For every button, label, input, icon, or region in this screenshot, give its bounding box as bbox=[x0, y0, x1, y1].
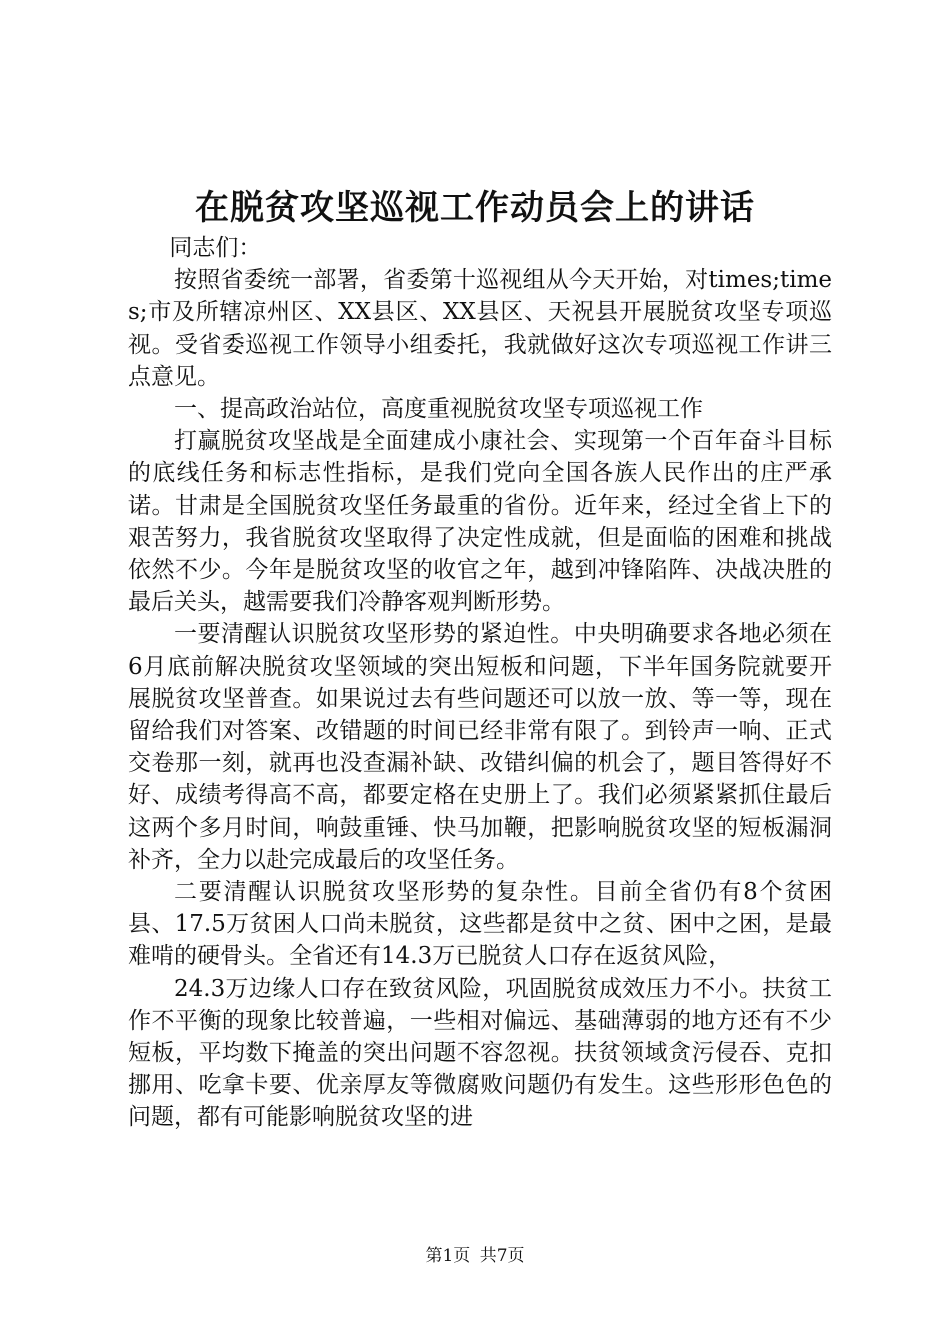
section-heading-1: 一、提高政治站位，高度重视脱贫攻坚专项巡视工作 bbox=[174, 396, 703, 423]
body-paragraph: 24.3万边缘人口存在致贫风险，巩固脱贫成效压力不小。扶贫工作不平衡的现象比较普遍，一些相对偏远、基础薄弱的地方还有不少短板，平均数下掩盖的突出问题不容忽视。扶贫领域贪污侵吞、克扣挪用、吃拿卡要、优亲厚友等微腐败问题仍有发生。这些形形色色的问题，都有可能影响脱贫攻坚的进 bbox=[128, 975, 832, 1131]
body-paragraph: 打赢脱贫攻坚战是全面建成小康社会、实现第一个百年奋斗目标的底线任务和标志性指标，是我们党向全国各族人民作出的庄严承诺。甘肃是全国脱贫攻坚任务最重的省份。近年来，经过全省上下的艰苦努力，我省脱贫攻坚取得了决定性成就，但是面临的困难和挑战依然不少。今年是脱贫攻坚的收官之年，越到冲锋陷阵、决战决胜的最后关头，越需要我们冷静客观判断形势。 bbox=[128, 428, 832, 616]
document-title: 在脱贫攻坚巡视工作动员会上的讲话 bbox=[195, 188, 755, 228]
body-paragraph: 二要清醒认识脱贫攻坚形势的复杂性。目前全省仍有8个贫困县、17.5万贫困人口尚未脱贫，这些都是贫中之贫、困中之困，是最难啃的硬骨头。全省还有14.3万已脱贫人口存在返贫风险， bbox=[128, 879, 832, 970]
page-number: 第1页 bbox=[425, 1246, 471, 1266]
intro-paragraph: 按照省委统一部署，省委第十巡视组从今天开始，对times;times;市及所辖凉州区、XX县区、XX县区、天祝县开展脱贫攻坚专项巡视。受省委巡视工作领导小组委托，我就做好这次专项巡视工作讲三点意见。 bbox=[128, 267, 832, 390]
page-footer bbox=[0, 1244, 950, 1268]
page-total: 共7页 bbox=[479, 1246, 525, 1266]
salutation-paragraph: 同志们： bbox=[169, 235, 262, 261]
document-body bbox=[128, 232, 832, 1134]
body-paragraph: 一要清醒认识脱贫攻坚形势的紧迫性。中央明确要求各地必须在6月底前解决脱贫攻坚领域的突出短板和问题，下半年国务院就要开展脱贫攻坚普查。如果说过去有些问题还可以放一放、等一等，现在留给我们对答案、改错题的时间已经非常有限了。到铃声一响、正式交卷那一刻，就再也没查漏补缺、改错纠偏的机会了，题目答得好不好、成绩考得高不高，都要定格在史册上了。我们必须紧紧抓住最后这两个多月时间，响鼓重锤、快马加鞭，把影响脱贫攻坚的短板漏洞补齐，全力以赴完成最后的攻坚任务。 bbox=[128, 621, 832, 873]
